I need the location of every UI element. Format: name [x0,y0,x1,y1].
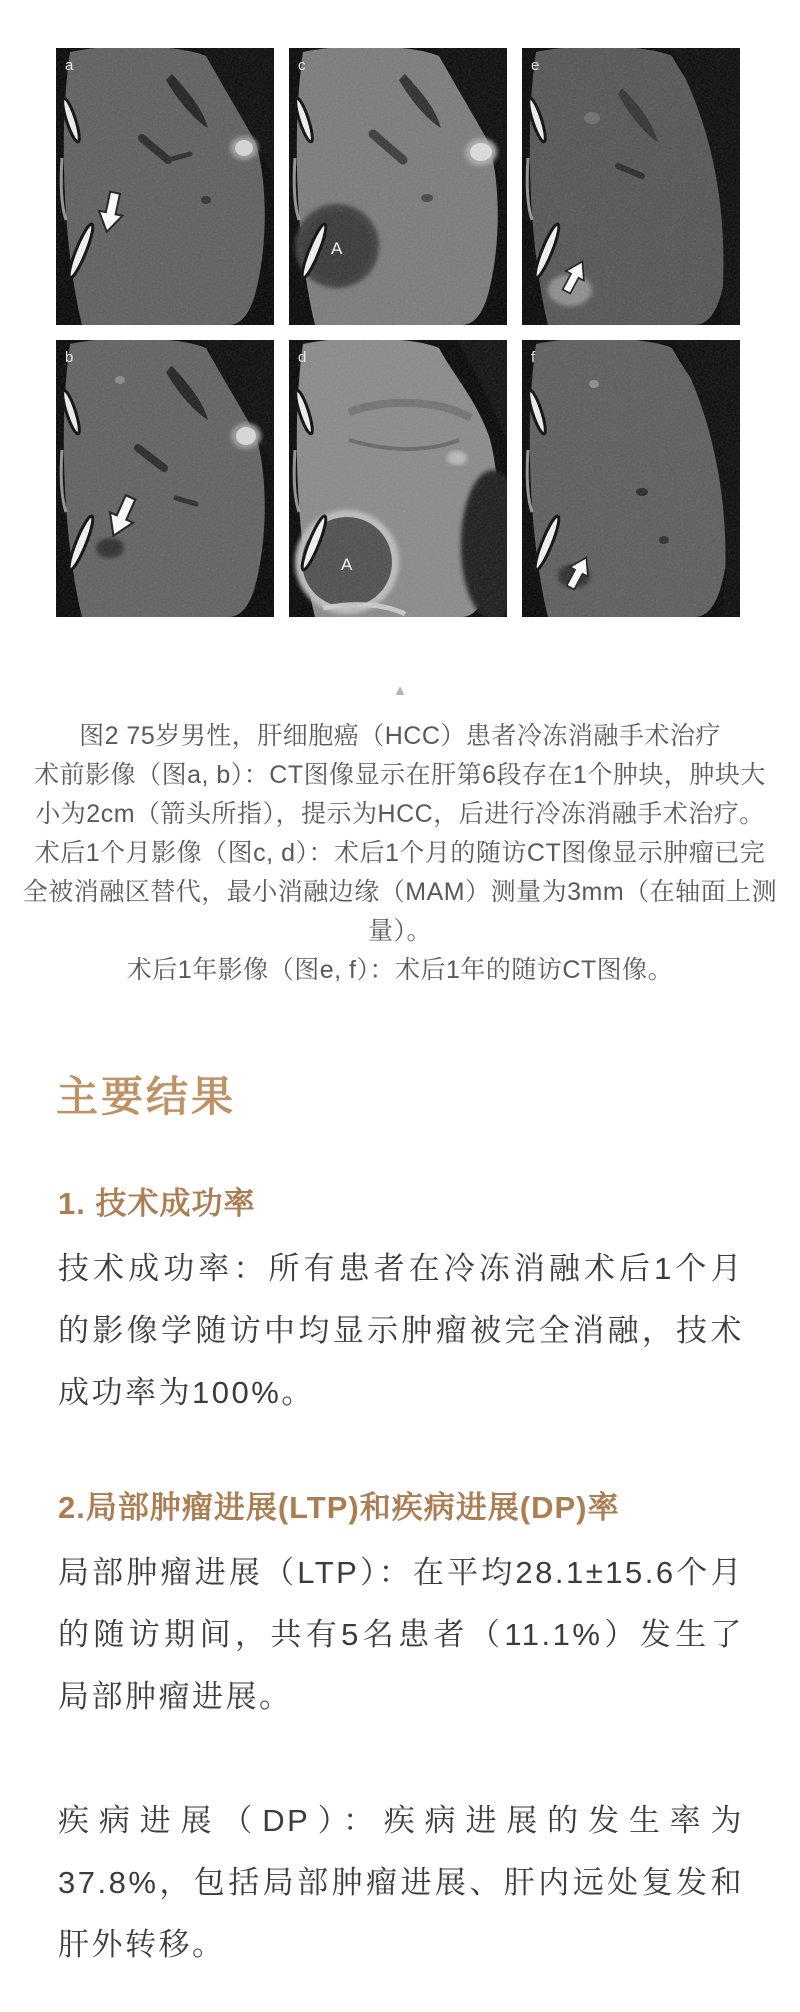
main-results-heading: 主要结果 [56,1075,237,1121]
ct-panel-d[interactable] [289,340,507,617]
ct-panel-f[interactable] [522,340,740,617]
caption-line: 术前影像（图a, b）：CT图像显示在肝第6段存在1个肿块，肿块大 [34,761,766,789]
collapse-triangle-icon: ▲ [392,682,408,699]
caption-line: 术后1年影像（图e, f）：术后1年的随访CT图像。 [126,956,674,984]
ct-panel-a[interactable] [56,48,274,325]
panel-label: d [298,349,307,366]
caption-line: 全被消融区替代，最小消融边缘（MAM）测量为3mm（在轴面上测量）。 [22,878,778,945]
ablation-zone-label: A [331,239,343,258]
figure-caption [0,717,800,990]
ct-panel-b[interactable] [56,340,274,617]
panel-label: a [65,57,74,74]
paragraph-dp: 疾病进展（DP）：疾病进展的发生率为37.8%，包括局部肿瘤进展、肝内远处复发和肝外转移。 [58,1803,744,1962]
caption-line: 术后1个月影像（图c, d）：术后1个月的随访CT图像显示肿瘤已完 [34,839,766,867]
caption-line: 图2 75岁男性，肝细胞癌（HCC）患者冷冻消融手术治疗 [79,722,721,750]
ct-figure-grid [56,48,740,617]
panel-label: c [298,57,306,74]
section-heading-ltp-dp: 2.局部肿瘤进展(LTP)和疾病进展(DP)率 [58,1490,620,1525]
section-heading-technical-success: 1. 技术成功率 [58,1186,256,1221]
caption-line: 小为2cm（箭头所指），提示为HCC，后进行冷冻消融手术治疗。 [35,800,765,828]
paragraph-ltp: 局部肿瘤进展（LTP）：在平均28.1±15.6个月的随访期间，共有5名患者（11.1%）发生了局部肿瘤进展。 [58,1555,744,1714]
panel-label: e [531,57,540,74]
ct-panel-e[interactable] [522,48,740,325]
paragraph-technical-success: 技术成功率：所有患者在冷冻消融术后1个月的影像学随访中均显示肿瘤被完全消融，技术成功率为100%。 [58,1251,744,1410]
ct-panel-c[interactable] [289,48,507,325]
ablation-zone-label: A [341,555,353,574]
panel-label: f [531,349,536,366]
panel-label: b [65,349,74,366]
